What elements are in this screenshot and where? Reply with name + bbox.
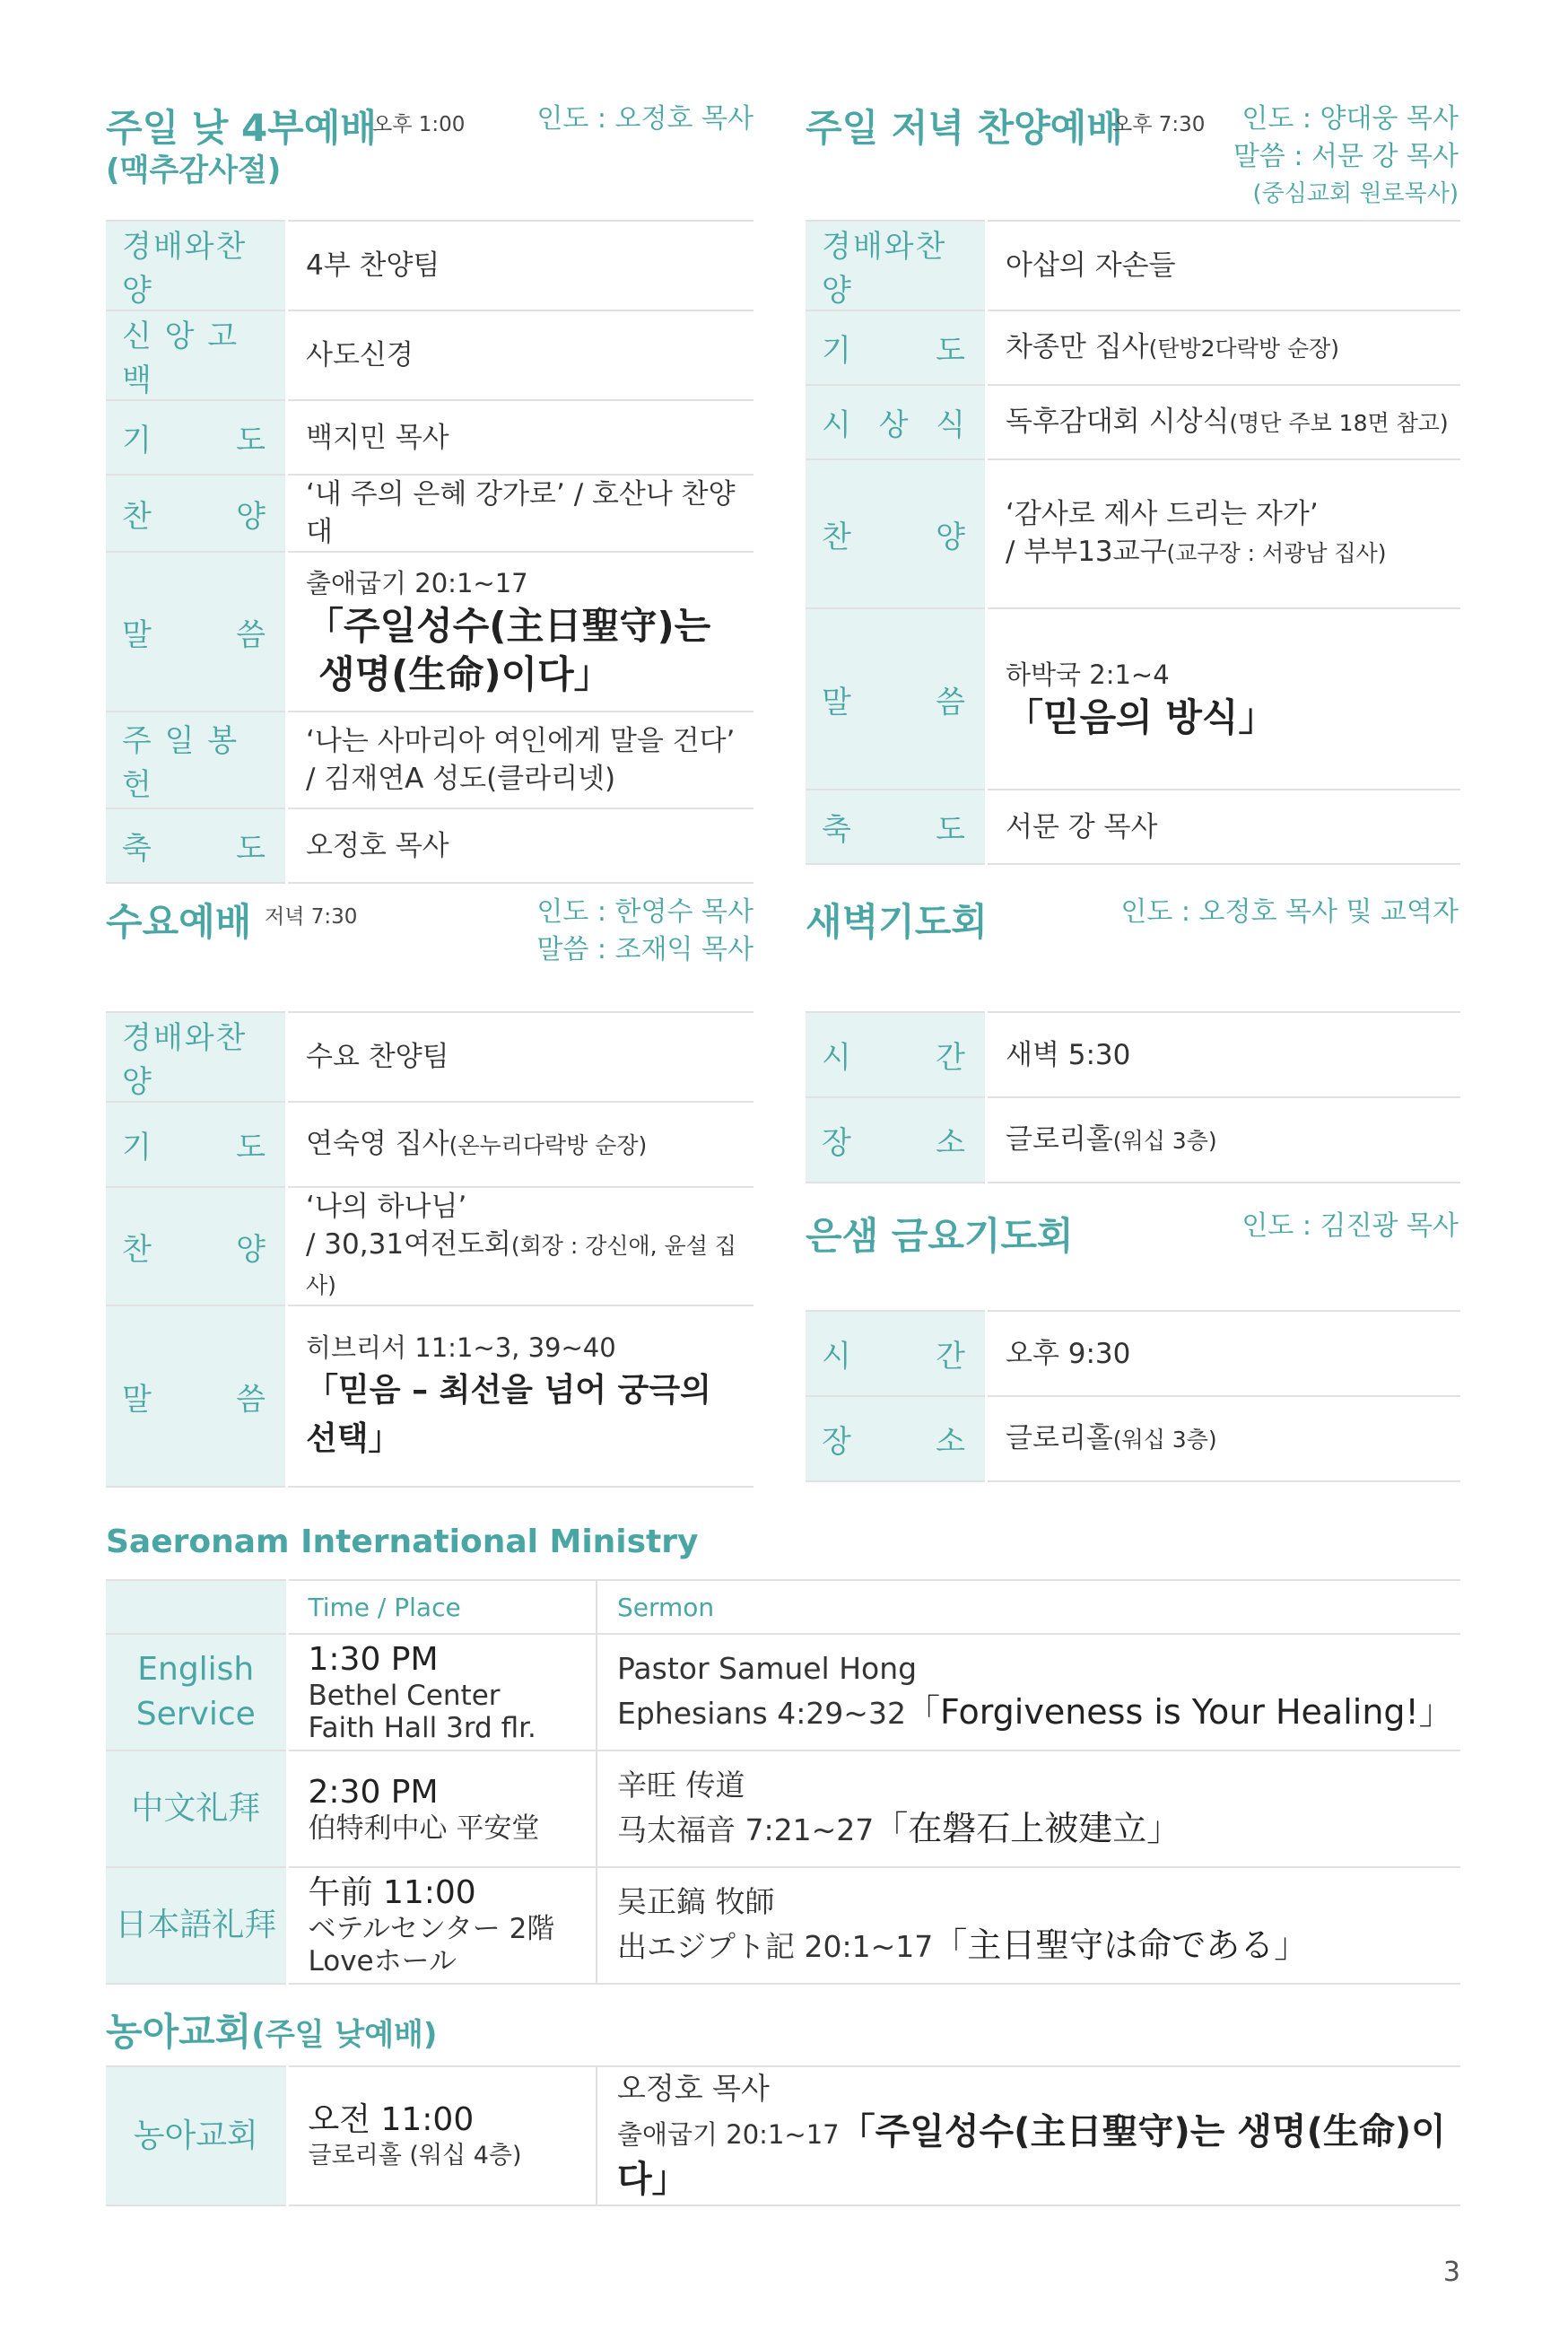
table-row	[106, 712, 754, 808]
row-label-a: 시	[822, 1339, 851, 1375]
deaf-subtitle: (주일 낮예배)	[251, 2017, 438, 2053]
row-value: 새벽 5:30	[987, 1012, 1461, 1097]
table-header-row	[106, 1580, 1460, 1634]
table-row	[806, 310, 1460, 385]
row-label: 경배와찬양	[822, 229, 947, 309]
header-time-place: Time / Place	[308, 1592, 461, 1622]
english-ref: Ephesians 4:29~32	[617, 1696, 906, 1731]
row-note: (워십 3층)	[1112, 1426, 1217, 1453]
japanese-ref: 出エジプト記 20:1~17	[617, 1929, 934, 1964]
row-label-b: 도	[236, 831, 266, 867]
chinese-ref: 马太福音 7:21~27	[617, 1812, 875, 1847]
table-row	[806, 1311, 1460, 1396]
page-number: 3	[1442, 2257, 1460, 2288]
table-row	[806, 608, 1460, 790]
english-place2: Faith Hall 3rd flr.	[308, 1712, 536, 1744]
scripture-ref: 출애굽기 20:1~17	[306, 568, 528, 598]
row-label-a: 기	[822, 333, 851, 369]
english-place1: Bethel Center	[308, 1680, 501, 1712]
wednesday-preacher: 말씀 : 조재익 목사	[536, 934, 754, 965]
scripture-ref: 히브리서 11:1~3, 39~40	[306, 1332, 616, 1363]
row-label: 경배와찬양	[122, 1020, 248, 1100]
row-label-a: 말	[822, 684, 851, 720]
row-label-a: 기	[122, 1130, 152, 1166]
row-label: 신 앙 고 백	[122, 319, 240, 398]
table-row	[806, 1097, 1460, 1183]
table-row	[106, 475, 754, 552]
friday-leader: 인도 : 김진광 목사	[1241, 1210, 1459, 1242]
dawn-table	[806, 1011, 1460, 1183]
table-row	[806, 790, 1460, 864]
japanese-sermon-title: 「主日聖守は命である」	[933, 1925, 1309, 1965]
dawn-leader: 인도 : 오정호 목사 및 교역자	[1120, 896, 1459, 928]
deaf-title: 농아교회	[106, 2010, 252, 2054]
table-row	[106, 1187, 754, 1305]
deaf-ref: 출애굽기 20:1~17	[617, 2119, 840, 2150]
friday-table	[806, 1310, 1460, 1482]
row-label-a: 장	[822, 1125, 851, 1161]
row-value: 서문 강 목사	[987, 790, 1461, 864]
row-label-a: 찬	[122, 498, 152, 535]
row-label-b: 양	[236, 498, 266, 535]
table-row	[106, 310, 754, 400]
row-value: 연숙영 집사	[306, 1127, 449, 1160]
row-label-b: 씀	[236, 1381, 266, 1418]
row-label-a: 시	[822, 1040, 851, 1076]
sunday-4th-leader: 인도 : 오정호 목사	[536, 103, 754, 135]
english-label-line2: Service	[135, 1696, 256, 1733]
wednesday-table	[106, 1011, 754, 1488]
row-label-b: 도	[936, 333, 965, 369]
row-label-b: 도	[236, 423, 266, 458]
row-label-a: 축	[122, 831, 152, 867]
sermon-title: 「믿음의 방식」	[1006, 695, 1276, 739]
sunday-4th-time: 오후 1:00	[372, 113, 466, 136]
japanese-place1: ベテルセンター 2階	[308, 1913, 555, 1945]
japanese-time: 午前 11:00	[308, 1874, 476, 1911]
row-value: 글로리홀	[1006, 1122, 1113, 1156]
deaf-preacher: 오정호 목사	[617, 2071, 770, 2106]
table-row	[106, 1012, 754, 1102]
offering-line2: / 김재연A 성도(클라리넷)	[306, 763, 616, 795]
table-row	[106, 2066, 1460, 2205]
chinese-time: 2:30 PM	[308, 1774, 439, 1811]
row-label-m: 상	[878, 407, 909, 443]
row-value: 오정호 목사	[287, 808, 754, 883]
row-label-a: 축	[822, 812, 851, 848]
table-row	[106, 1867, 1460, 1984]
table-row	[106, 1750, 1460, 1867]
chinese-place: 伯特利中心 平安堂	[308, 1812, 540, 1845]
row-value: 백지민 목사	[287, 400, 754, 475]
header-sermon: Sermon	[617, 1592, 715, 1622]
table-row	[106, 552, 754, 712]
sunday-evening-title: 주일 저녁 찬양예배	[806, 106, 1123, 150]
sermon-title-line1: 「주일성수(主日聖守)는	[306, 604, 711, 648]
row-note: (교구장 : 서광남 집사)	[1166, 540, 1387, 566]
table-row	[806, 221, 1460, 310]
row-value: 4부 찬양팀	[287, 221, 754, 310]
deaf-label: 농아교회	[133, 2117, 258, 2154]
sunday-evening-leader: 인도 : 양대웅 목사	[1241, 103, 1459, 135]
row-value: 아삽의 자손들	[987, 221, 1461, 310]
row-value: 차종만 집사	[1006, 330, 1149, 363]
row-label-b: 식	[936, 407, 965, 443]
sunday-evening-preacher-note: (중심교회 원로목사)	[1252, 180, 1459, 207]
deaf-heading	[106, 2003, 437, 2056]
row-label-b: 간	[936, 1040, 965, 1076]
english-preacher: Pastor Samuel Hong	[617, 1651, 918, 1686]
row-value: ‘내 주의 은혜 강가로’ / 호산나 찬양대	[287, 475, 754, 552]
wednesday-leader: 인도 : 한영수 목사	[536, 896, 754, 928]
row-label-b: 씀	[936, 684, 965, 720]
intl-table	[106, 1579, 1460, 1985]
row-label-b: 간	[936, 1339, 965, 1375]
row-label-a: 시	[822, 407, 851, 443]
table-row	[106, 221, 754, 310]
japanese-place2: Loveホール	[308, 1945, 457, 1977]
row-label-b: 소	[936, 1424, 965, 1460]
row-label: 경배와찬양	[122, 229, 248, 309]
japanese-label: 日本語礼拜	[115, 1907, 277, 1943]
row-label-b: 소	[936, 1125, 965, 1161]
table-row	[806, 459, 1460, 608]
row-note: (회장 : 강신애, 윤설 집사)	[306, 1233, 736, 1298]
offering-line1: ‘나는 사마리아 여인에게 말을 건다’	[306, 725, 736, 757]
dawn-title: 새벽기도회	[806, 900, 988, 944]
sermon-title-line2: 생명(生命)이다」	[318, 652, 612, 696]
deaf-sermon-title: 「주일성수(主日聖守)는 생명(生命)이다」	[617, 2111, 1446, 2200]
sunday-4th-subtitle: (맥추감사절)	[106, 153, 282, 188]
sermon-title: 「믿음 – 최선을 넘어 궁극의 선택」	[306, 1372, 711, 1457]
deaf-place: 글로리홀 (워십 4층)	[308, 2141, 522, 2169]
sunday-4th-table	[106, 220, 754, 884]
table-row	[106, 1305, 754, 1487]
row-value: 오후 9:30	[987, 1311, 1461, 1396]
intl-title: Saeronam International Ministry	[106, 1523, 699, 1560]
deaf-table	[106, 2065, 1460, 2206]
row-label-b: 도	[236, 1130, 266, 1166]
praise-line2: / 부부13교구	[1006, 536, 1167, 568]
row-label-a: 말	[122, 616, 152, 653]
table-row	[106, 1102, 754, 1187]
row-label-a: 말	[122, 1381, 152, 1418]
row-label-b: 양	[236, 1231, 266, 1268]
chinese-sermon-title: 「在磐石上被建立」	[874, 1809, 1181, 1848]
japanese-preacher: 吴正鎬 牧師	[617, 1884, 775, 1919]
english-time: 1:30 PM	[308, 1641, 439, 1678]
praise-line1: ‘나의 하나님’	[306, 1191, 467, 1223]
scripture-ref: 하박국 2:1~4	[1006, 659, 1170, 690]
row-value: 수요 찬양팀	[287, 1012, 754, 1102]
row-value: 사도신경	[287, 310, 754, 400]
chinese-label: 中文礼拜	[131, 1790, 261, 1827]
row-label-b: 씀	[236, 616, 266, 653]
row-label-a: 장	[822, 1424, 851, 1460]
table-row	[806, 1012, 1460, 1097]
praise-line2: / 30,31여전도회	[306, 1228, 511, 1261]
row-note: (온누리다락방 순장)	[449, 1131, 648, 1158]
wednesday-title: 수요예배	[106, 900, 252, 944]
sunday-evening-time: 오후 7:30	[1112, 113, 1206, 136]
wednesday-time: 저녁 7:30	[265, 905, 358, 929]
deaf-time: 오전 11:00	[308, 2100, 475, 2138]
row-note: (탄방2다락방 순장)	[1148, 335, 1340, 362]
sunday-4th-title: 주일 낮 4부예배	[106, 106, 377, 150]
row-label-b: 도	[936, 812, 965, 848]
friday-title: 은샘 금요기도회	[806, 1214, 1074, 1258]
row-value: 독후감대회 시상식	[1006, 405, 1230, 438]
table-row	[806, 385, 1460, 459]
row-label-b: 양	[936, 519, 965, 555]
sunday-evening-table	[806, 220, 1460, 865]
table-row	[106, 1634, 1460, 1750]
english-sermon-title: 「Forgiveness is Your Healing!」	[905, 1692, 1453, 1732]
chinese-preacher: 辛旺 传道	[617, 1768, 745, 1803]
row-note: (워십 3층)	[1112, 1127, 1217, 1154]
row-label-a: 기	[122, 423, 152, 458]
sunday-evening-preacher: 말씀 : 서문 강 목사	[1233, 141, 1459, 172]
row-value: 글로리홀	[1006, 1421, 1113, 1454]
table-row	[106, 808, 754, 883]
english-label-line1: English	[137, 1651, 255, 1688]
table-row	[806, 1396, 1460, 1481]
praise-line1: ‘감사로 제사 드리는 자가’	[1006, 498, 1319, 530]
row-label-a: 찬	[122, 1231, 152, 1268]
row-label: 주 일 봉 헌	[122, 723, 240, 803]
table-row	[106, 400, 754, 475]
row-note: (명단 주보 18면 참고)	[1229, 409, 1449, 436]
row-label-a: 찬	[822, 519, 851, 555]
